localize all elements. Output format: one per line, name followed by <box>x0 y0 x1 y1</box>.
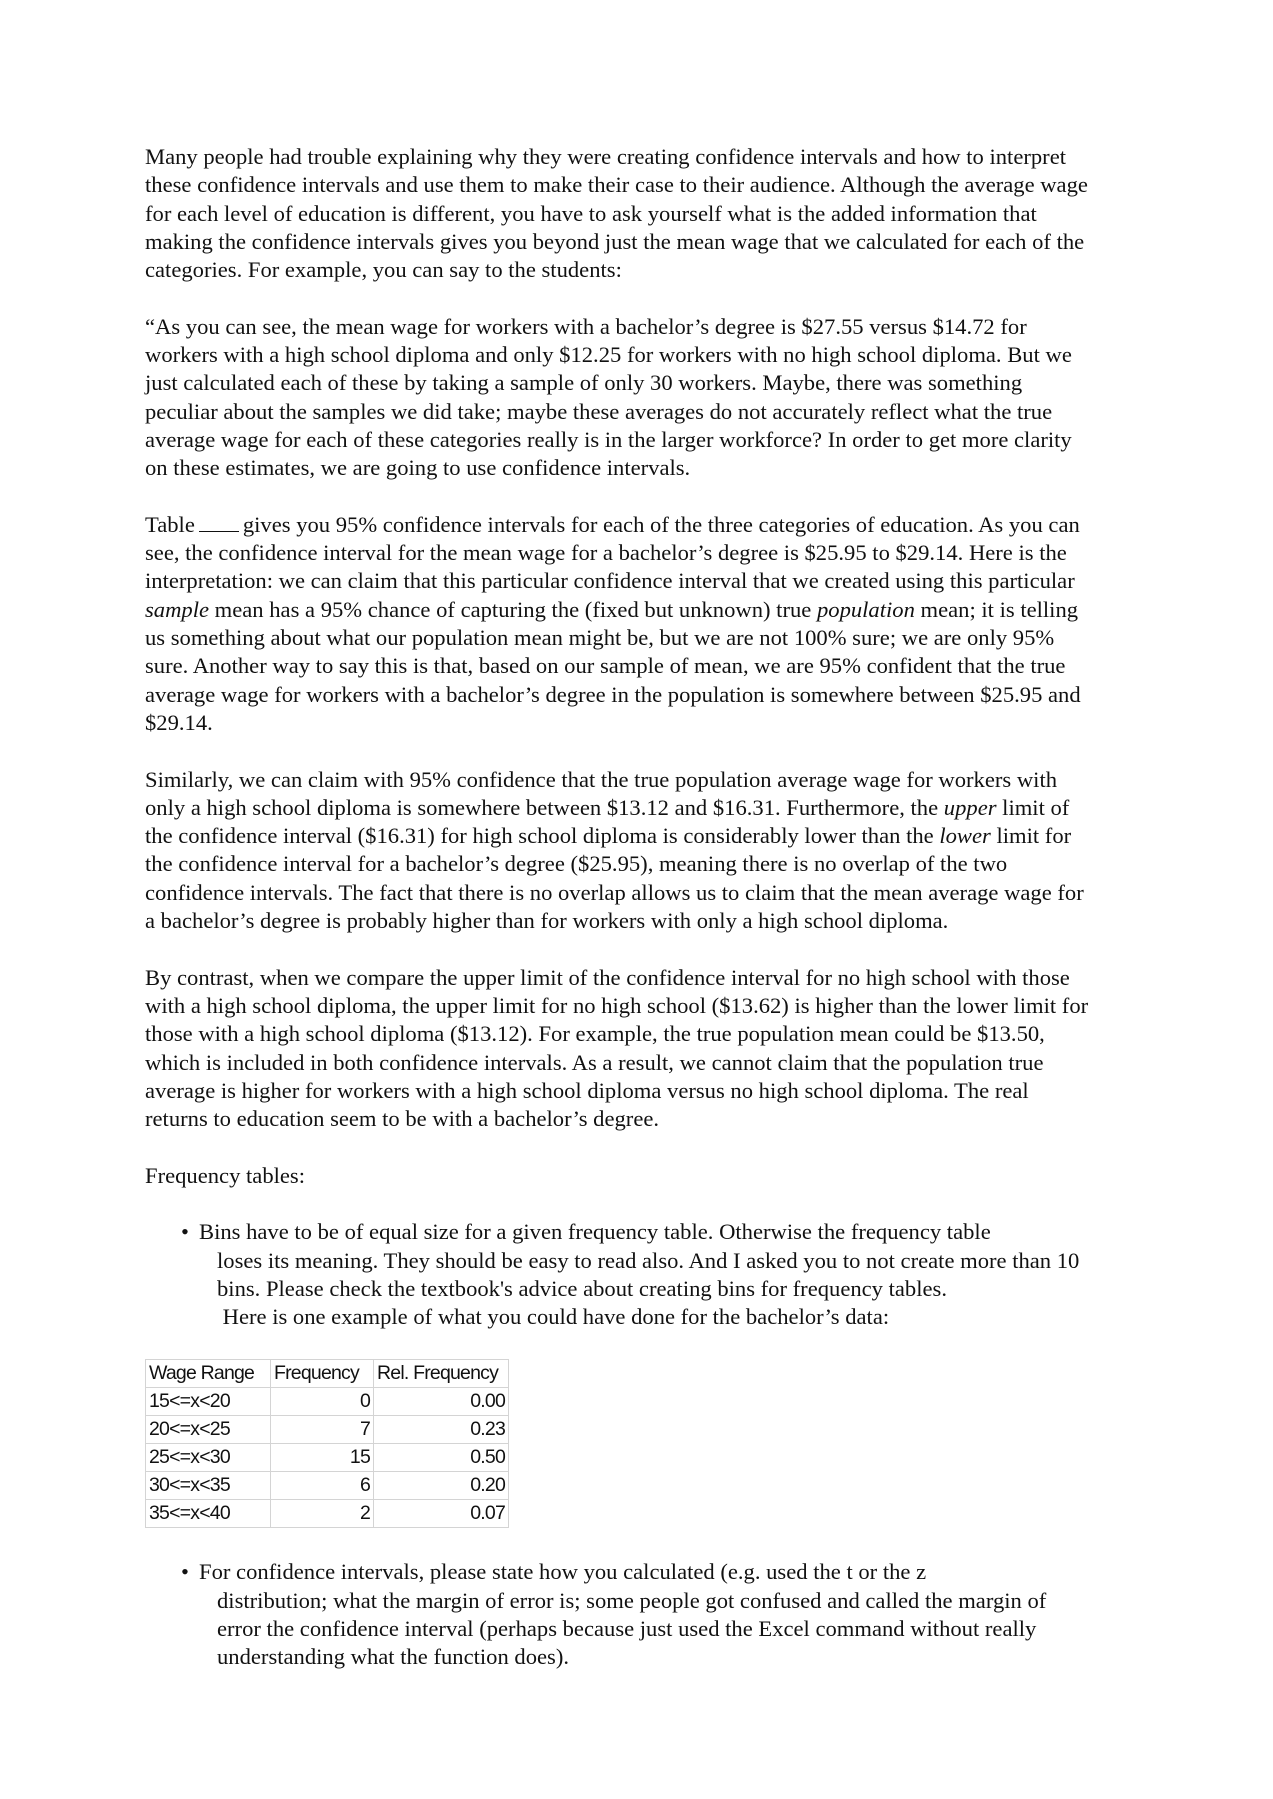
bullet-text-continuation: loses its meaning. They should be easy to read also. And I asked you to not create more than 10 bins. Please check the textbook's advice about creating bins for frequency tables. <box>217 1247 1080 1301</box>
emphasis-population: population <box>816 596 915 622</box>
table-header-row <box>146 1360 509 1388</box>
cell-frequency: 6 <box>271 1472 374 1500</box>
frequency-table <box>145 1359 509 1528</box>
text-segment: Table <box>145 511 195 537</box>
section-label-frequency-tables: Frequency tables: <box>145 1162 305 1188</box>
text-segment: mean; it is telling us something about what our population mean might be, but we are not 100% sure; we are only 95% sure. Another way to say this is that, based on our sample of mean, we are 95% confident that the true average wage for workers with a bachelor’s degree in the population is somewhere between $25.95 and $29.14. <box>145 596 1081 735</box>
cell-wage-range: 35<=x<40 <box>146 1500 271 1528</box>
cell-frequency: 0 <box>271 1388 374 1416</box>
table-row <box>146 1388 509 1416</box>
cell-rel-frequency: 0.50 <box>374 1444 509 1472</box>
bullet-text-continuation: distribution; what the margin of error is; some people got confused and called the margin of error the confidence interval (perhaps because just used the Excel command without really understanding what the function does). <box>217 1587 1047 1670</box>
cell-frequency: 15 <box>271 1444 374 1472</box>
cell-frequency: 7 <box>271 1416 374 1444</box>
text-segment: limit for the confidence interval for a bachelor’s degree ($25.95), meaning there is no overlap of the two confidence intervals. The fact that there is no overlap allows us to claim that the mean average wage for a bachelor’s degree is probably higher than for workers with only a high school diploma. <box>145 823 1084 934</box>
bullet-text-last-line: Here is one example of what you could have done for the bachelor’s data: <box>217 1304 890 1330</box>
table-row <box>146 1500 509 1528</box>
cell-rel-frequency: 0.00 <box>374 1388 509 1416</box>
table-row <box>146 1472 509 1500</box>
bullet-marker: • <box>181 1219 189 1245</box>
header-wage-range: Wage Range <box>146 1360 271 1388</box>
header-rel-frequency: Rel. Frequency <box>374 1360 509 1388</box>
text-segment: gives you 95% confidence intervals for each of the three categories of education. As you can see, the confidence interval for the mean wage for a bachelor’s degree is $25.95 to $29.14. Here is the interpretation: we can claim that this particular confidence interval that we created using this particular <box>145 511 1080 594</box>
cell-wage-range: 20<=x<25 <box>146 1416 271 1444</box>
emphasis-upper: upper <box>943 794 997 820</box>
cell-frequency: 2 <box>271 1500 374 1528</box>
bullet-text-first-line: Bins have to be of equal size for a given frequency table. Otherwise the frequency table <box>199 1219 991 1245</box>
cell-wage-range: 30<=x<35 <box>146 1472 271 1500</box>
table-row <box>146 1416 509 1444</box>
paragraph-high-school-comparison <box>145 766 1095 936</box>
table-row <box>146 1444 509 1472</box>
text-segment: Similarly, we can claim with 95% confidence that the true population average wage for workers with only a high school diploma is somewhere between $13.12 and $16.31. Furthermore, the <box>145 766 1058 820</box>
cell-rel-frequency: 0.20 <box>374 1472 509 1500</box>
cell-wage-range: 15<=x<20 <box>146 1388 271 1416</box>
text-segment: limit of the confidence interval ($16.31) for high school diploma is considerably lower than the <box>145 794 1070 849</box>
paragraph-table-interpretation <box>145 511 1095 737</box>
text-segment: mean has a 95% chance of capturing the (fixed but unknown) true <box>214 596 812 622</box>
bullet-item-confidence-intervals <box>181 1558 1095 1671</box>
document-page <box>145 143 1095 1672</box>
bullet-marker: • <box>181 1559 189 1585</box>
paragraph-no-high-school-comparison: By contrast, when we compare the upper limit of the confidence interval for no high school with those with a high school diploma, the upper limit for no high school ($13.62) is higher than the lower limit for those with a high school diploma ($13.12). For example, the true population mean could be $13.50, which is included in both confidence intervals. As a result, we cannot claim that the population true average is higher for workers with a high school diploma versus no high school diploma. The real returns to education seem to be with a bachelor’s degree. <box>145 964 1089 1132</box>
cell-rel-frequency: 0.07 <box>374 1500 509 1528</box>
emphasis-lower: lower <box>939 823 991 849</box>
header-frequency: Frequency <box>271 1360 374 1388</box>
cell-wage-range: 25<=x<30 <box>146 1444 271 1472</box>
blank-line <box>199 513 239 532</box>
cell-rel-frequency: 0.23 <box>374 1416 509 1444</box>
bullet-item-bins <box>181 1218 1095 1331</box>
emphasis-sample: sample <box>145 596 210 622</box>
paragraph-quote: “As you can see, the mean wage for workers with a bachelor’s degree is $27.55 versus $14.72 for workers with a high school diploma and only $12.25 for workers with no high school diploma. But we just calculated each of these by taking a sample of only 30 workers. Maybe, there was something peculiar about the samples we did take; maybe these averages do not accurately reflect what the true average wage for each of these categories really is in the larger workforce? In order to get more clarity on these estimates, we are going to use confidence intervals. <box>145 313 1072 481</box>
bullet-text-first-line: For confidence intervals, please state how you calculated (e.g. used the t or the z <box>199 1559 927 1585</box>
paragraph-intro: Many people had trouble explaining why they were creating confidence intervals and how to interpret these confidence intervals and use them to make their case to their audience. Although the average wage for each level of education is different, you have to ask yourself what is the added information that making the confidence intervals gives you beyond just the mean wage that we calculated for each of the categories. For example, you can say to the students: <box>145 144 1088 283</box>
